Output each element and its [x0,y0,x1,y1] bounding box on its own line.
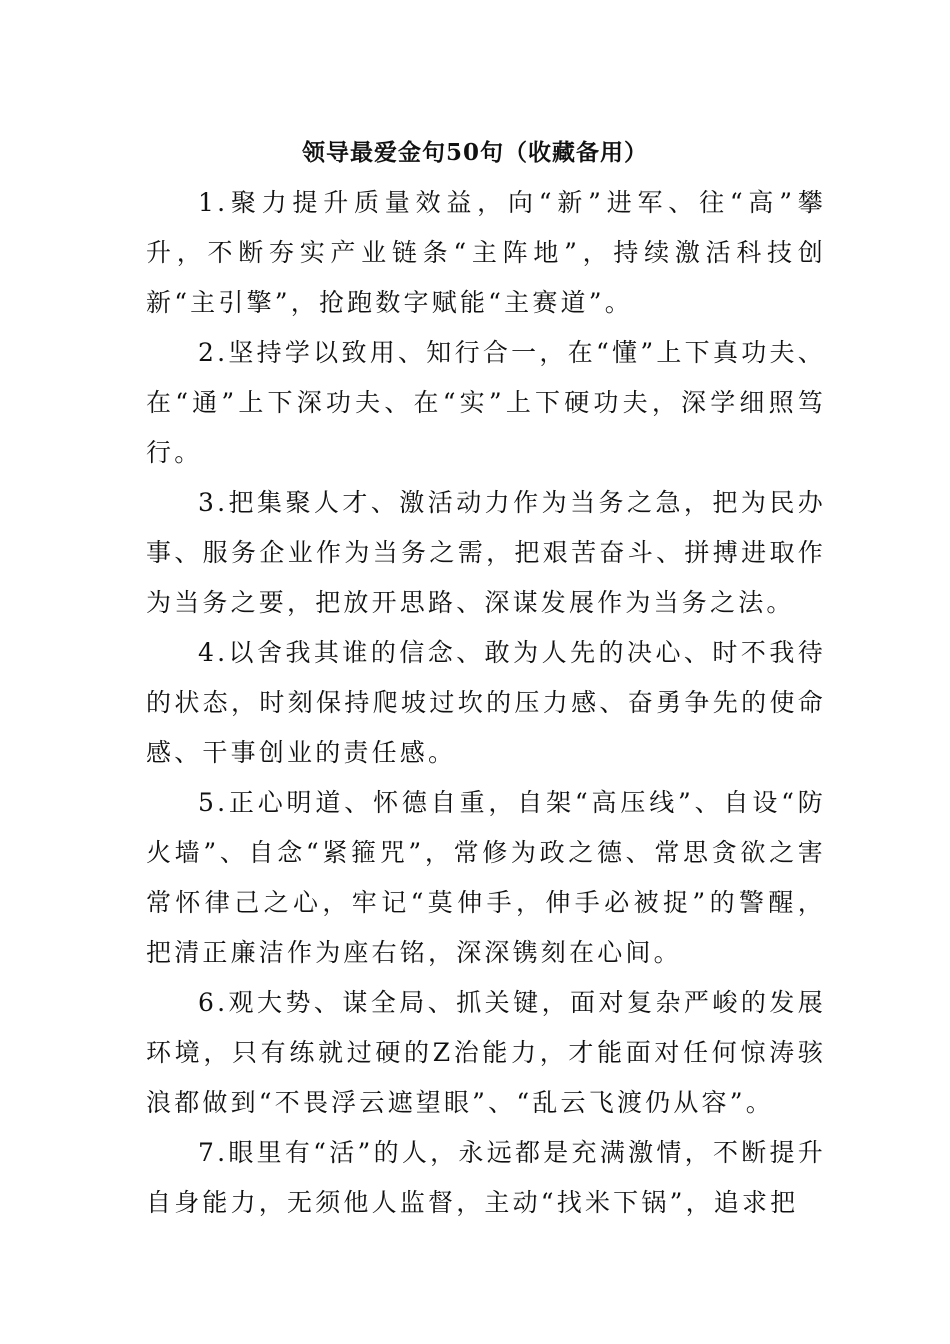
paragraph-3: 3.把集聚人才、激活动力作为当务之急，把为民办事、服务企业作为当务之需，把艰苦奋斗、拼搏进取作为当务之要，把放开思路、深谋发展作为当务之法。 [146,488,826,617]
paragraph-5: 5.正心明道、怀德自重，自架“高压线”、自设“防火墙”、自念“紧箍咒”，常修为政之德、常思贪欲之害常怀律己之心，牢记“莫伸手，伸手必被捉”的警醒，把清正廉洁作为座右铭，深深镌刻在心间。 [146,788,826,967]
paragraph-7: 7.眼里有“活”的人，永远都是充满激情，不断提升自身能力，无须他人监督，主动“找米下锅”，追求把 [146,1138,826,1217]
document-body [146,178,826,1228]
paragraph-4: 4.以舍我其谁的信念、敢为人先的决心、时不我待的状态，时刻保持爬坡过坎的压力感、奋勇争先的使命感、干事创业的责任感。 [146,638,826,767]
document-title: 领导最爱金句50句（收藏备用） [301,139,648,166]
paragraph-2: 2.坚持学以致用、知行合一，在“懂”上下真功夫、在“通”上下深功夫、在“实”上下硬功夫，深学细照笃行。 [146,338,826,467]
paragraph-1: 1.聚力提升质量效益，向“新”进军、往“高”攀升，不断夯实产业链条“主阵地”，持续激活科技创新“主引擎”，抢跑数字赋能“主赛道”。 [146,188,826,317]
paragraph-6: 6.观大势、谋全局、抓关键，面对复杂严峻的发展环境，只有练就过硬的Z治能力，才能面对任何惊涛骇浪都做到“不畏浮云遮望眼”、“乱云飞渡仍从容”。 [146,988,826,1117]
